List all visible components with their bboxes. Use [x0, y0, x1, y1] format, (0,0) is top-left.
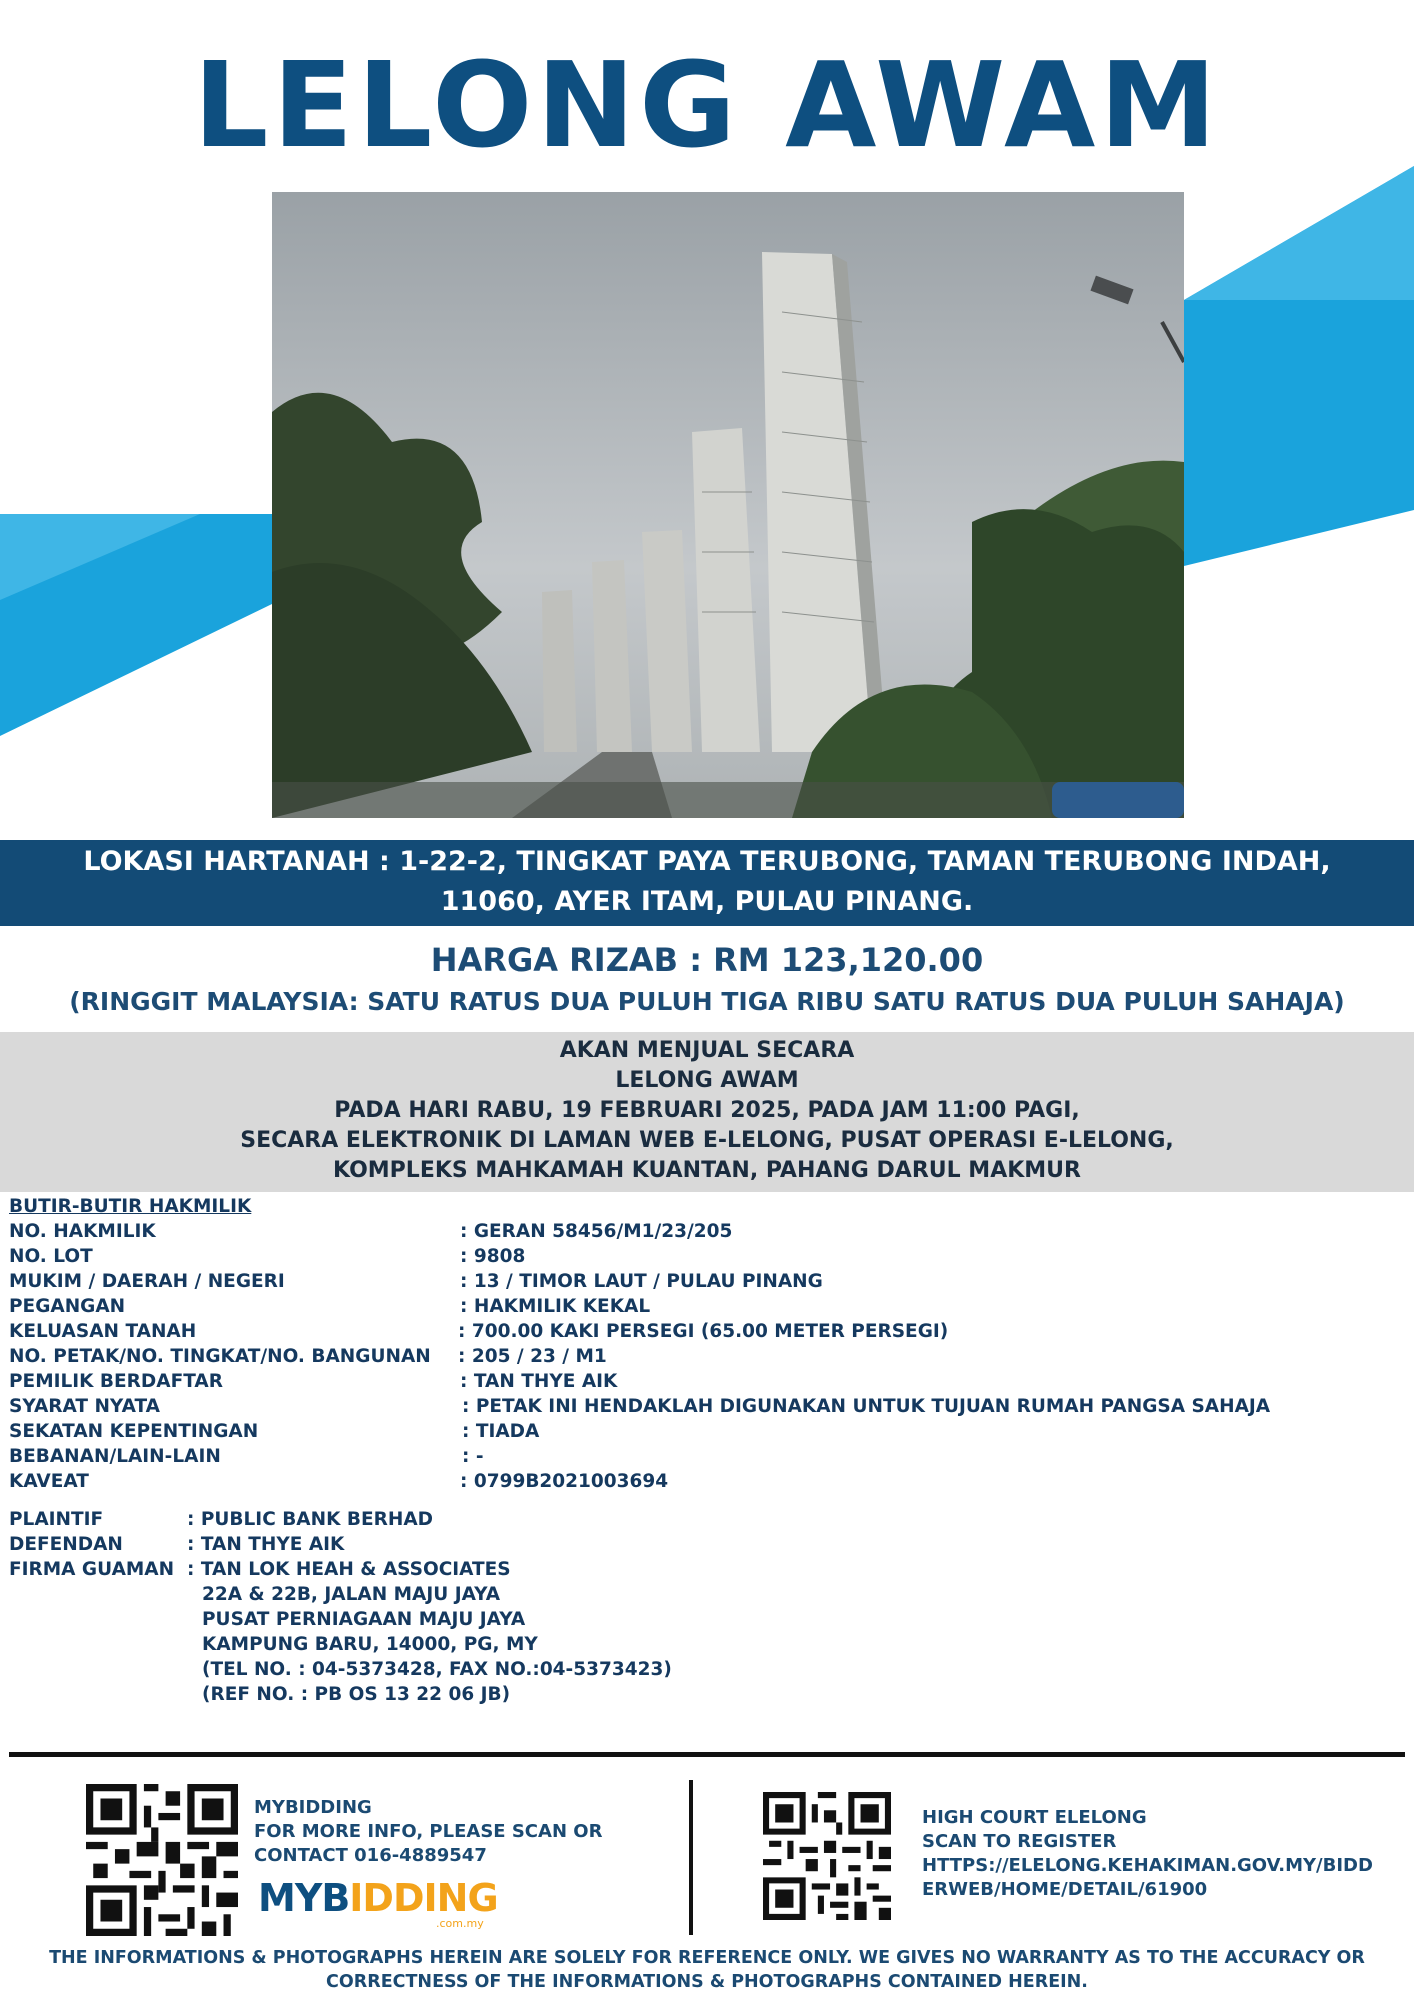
detail-label: NO. LOT	[9, 1246, 93, 1267]
elelong-url[interactable]: ERWEB/HOME/DETAIL/61900	[922, 1879, 1208, 1900]
location-line-1: LOKASI HARTANAH : 1-22-2, TINGKAT PAYA TERUBONG, TAMAN TERUBONG INDAH,	[83, 846, 1331, 877]
property-photo	[272, 192, 1184, 818]
detail-label: PEMILIK BERDAFTAR	[9, 1371, 223, 1392]
detail-label: SYARAT NYATA	[9, 1396, 160, 1417]
auction-line: AKAN MENJUAL SECARA	[559, 1038, 855, 1063]
firm-address: PUSAT PERNIAGAAN MAJU JAYA	[202, 1609, 526, 1630]
defendant-value: : TAN THYE AIK	[187, 1534, 345, 1555]
detail-value: : 700.00 KAKI PERSEGI (65.00 METER PERSEGI)	[458, 1321, 949, 1342]
firm-address: (REF NO. : PB OS 13 22 06 JB)	[202, 1684, 511, 1705]
firm-address: KAMPUNG BARU, 14000, PG, MY	[202, 1634, 538, 1655]
elelong-info	[922, 1806, 1373, 1902]
detail-label: MUKIM / DAERAH / NEGERI	[9, 1271, 285, 1292]
reserve-price-words: (RINGGIT MALAYSIA: SATU RATUS DUA PULUH TIGA RIBU SATU RATUS DUA PULUH SAHAJA)	[69, 987, 1345, 1016]
mybidding-info-line: MYBIDDING	[254, 1797, 372, 1818]
elelong-url[interactable]: HTTPS://ELELONG.KEHAKIMAN.GOV.MY/BIDD	[922, 1855, 1373, 1876]
disclaimer	[0, 1946, 1414, 1994]
detail-value: : 0799B2021003694	[460, 1471, 669, 1492]
detail-label: NO. HAKMILIK	[9, 1221, 156, 1242]
detail-value: : 205 / 23 / M1	[458, 1346, 607, 1367]
logo-text-a: MYB	[258, 1876, 350, 1920]
disclaimer-line-2: CORRECTNESS OF THE INFORMATIONS & PHOTOGRAPHS CONTAINED HEREIN.	[326, 1972, 1088, 1992]
elelong-info-line: SCAN TO REGISTER	[922, 1831, 1117, 1852]
detail-label: SEKATAN KEPENTINGAN	[9, 1421, 259, 1442]
firm-address: 22A & 22B, JALAN MAJU JAYA	[202, 1584, 501, 1605]
detail-value: : GERAN 58456/M1/23/205	[460, 1221, 733, 1242]
firm-label: FIRMA GUAMAN	[9, 1559, 175, 1580]
mybidding-logo	[258, 1876, 498, 1920]
mybidding-info	[254, 1796, 602, 1868]
plaintiff-value: : PUBLIC BANK BERHAD	[187, 1509, 434, 1530]
footer-divider	[9, 1752, 1405, 1757]
detail-label: NO. PETAK/NO. TINGKAT/NO. BANGUNAN	[9, 1346, 431, 1367]
auction-line: KOMPLEKS MAHKAMAH KUANTAN, PAHANG DARUL MAKMUR	[333, 1158, 1081, 1183]
detail-value: : TAN THYE AIK	[460, 1371, 618, 1392]
detail-value: : 13 / TIMOR LAUT / PULAU PINANG	[460, 1271, 823, 1292]
mybidding-logo-sub: .com.my	[436, 1917, 484, 1930]
location-line-2: 11060, AYER ITAM, PULAU PINANG.	[440, 886, 974, 917]
mybidding-qr-code[interactable]	[86, 1784, 238, 1936]
mybidding-contact: CONTACT 016-4889547	[254, 1845, 487, 1866]
elelong-qr-code[interactable]	[763, 1792, 891, 1920]
detail-value: : PETAK INI HENDAKLAH DIGUNAKAN UNTUK TUJUAN RUMAH PANGSA SAHAJA	[462, 1396, 1271, 1417]
location-band	[0, 840, 1414, 926]
detail-label: KAVEAT	[9, 1471, 89, 1492]
auction-line: LELONG AWAM	[615, 1068, 799, 1093]
elelong-info-line: HIGH COURT ELELONG	[922, 1807, 1147, 1828]
detail-value: : TIADA	[462, 1421, 540, 1442]
detail-label: PEGANGAN	[9, 1296, 126, 1317]
defendant-label: DEFENDAN	[9, 1534, 123, 1555]
firm-value: : TAN LOK HEAH & ASSOCIATES	[187, 1559, 511, 1580]
auction-line: PADA HARI RABU, 19 FEBRUARI 2025, PADA JAM 11:00 PAGI,	[334, 1098, 1080, 1123]
footer-vertical-divider	[689, 1780, 693, 1935]
detail-value: : HAKMILIK KEKAL	[460, 1296, 651, 1317]
detail-value: : -	[462, 1446, 484, 1467]
title-details-heading: BUTIR-BUTIR HAKMILIK	[9, 1196, 252, 1217]
reserve-price: HARGA RIZAB : RM 123,120.00	[430, 941, 984, 979]
auction-line: SECARA ELEKTRONIK DI LAMAN WEB E-LELONG, PUSAT OPERASI E-LELONG,	[240, 1128, 1174, 1153]
logo-text-b: IDDING	[349, 1876, 498, 1920]
right-blue-shape-light	[1184, 166, 1414, 300]
mybidding-info-line: FOR MORE INFO, PLEASE SCAN OR	[254, 1821, 603, 1842]
detail-label: KELUASAN TANAH	[9, 1321, 197, 1342]
detail-label: BEBANAN/LAIN-LAIN	[9, 1446, 221, 1467]
detail-value: : 9808	[460, 1246, 526, 1267]
firm-address: (TEL NO. : 04-5373428, FAX NO.:04-5373423)	[202, 1659, 672, 1680]
page-title: LELONG AWAM	[193, 36, 1221, 174]
reserve-price-block	[0, 938, 1414, 1022]
plaintiff-label: PLAINTIF	[9, 1509, 104, 1530]
disclaimer-line-1: THE INFORMATIONS & PHOTOGRAPHS HEREIN ARE SOLELY FOR REFERENCE ONLY. WE GIVES NO WARRANTY AS TO THE ACCURACY OR	[49, 1948, 1365, 1968]
auction-info-box	[0, 1032, 1414, 1192]
